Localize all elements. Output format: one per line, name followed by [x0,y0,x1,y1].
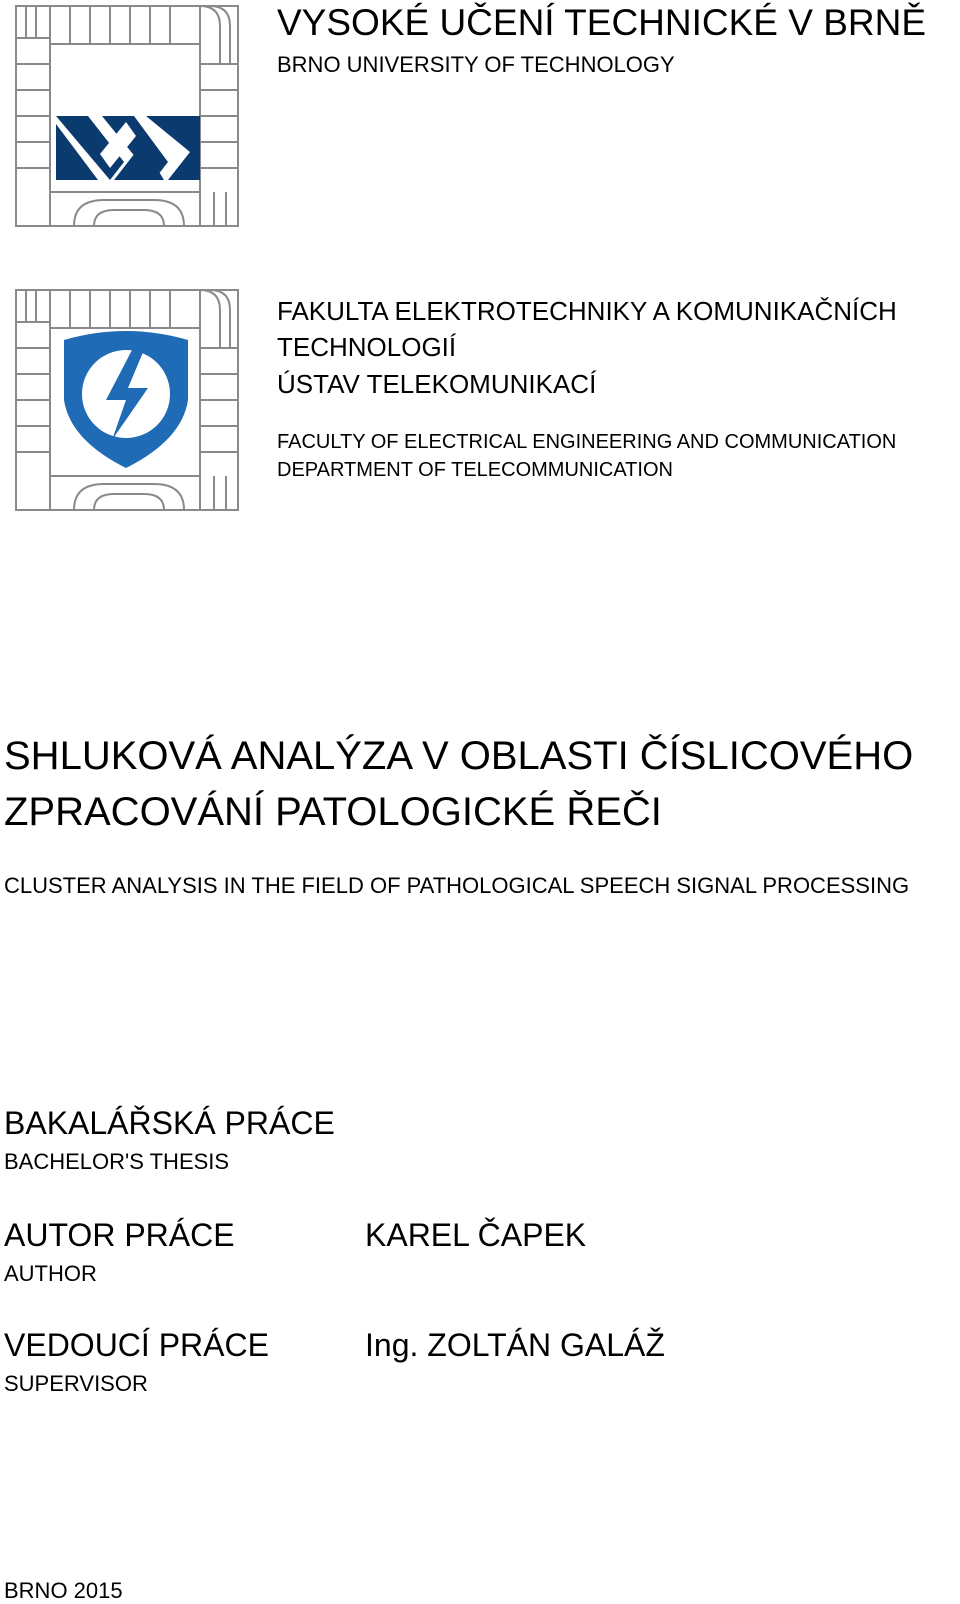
university-name-cz: VYSOKÉ UČENÍ TECHNICKÉ V BRNĚ [277,2,927,43]
supervisor-label-en: SUPERVISOR [4,1371,148,1396]
faculty-name-en: FACULTY OF ELECTRICAL ENGINEERING AND COMMUNICATION [277,431,897,453]
supervisor-label-cz: VEDOUCÍ PRÁCE [4,1327,269,1363]
footer-place-year: BRNO 2015 [4,1578,123,1603]
fekt-lightning-shield-icon [14,288,240,512]
author-label-cz: AUTOR PRÁCE [4,1217,235,1253]
thesis-title-en: CLUSTER ANALYSIS IN THE FIELD OF PATHOLOGICAL SPEECH SIGNAL PROCESSING [4,873,910,898]
faculty-name-cz-line1: FAKULTA ELEKTROTECHNIKY A KOMUNIKAČNÍCH [277,296,897,326]
faculty-name-cz-line2: TECHNOLOGIÍ [277,332,457,362]
author-name: KAREL ČAPEK [365,1217,587,1253]
supervisor-name: Ing. ZOLTÁN GALÁŽ [365,1327,665,1363]
thesis-type-en: BACHELOR'S THESIS [4,1149,230,1174]
university-name-en: BRNO UNIVERSITY OF TECHNOLOGY [277,52,675,77]
thesis-title-cz-line1: SHLUKOVÁ ANALÝZA V OBLASTI ČÍSLICOVÉHO [4,734,914,778]
department-name-cz: ÚSTAV TELEKOMUNIKACÍ [277,369,597,399]
thesis-title-cz-line2: ZPRACOVÁNÍ PATOLOGICKÉ ŘEČI [4,790,662,834]
vut-logo-icon [14,4,240,228]
thesis-type-cz: BAKALÁŘSKÁ PRÁCE [4,1105,335,1141]
author-label-en: AUTHOR [4,1261,97,1286]
department-name-en: DEPARTMENT OF TELECOMMUNICATION [277,459,673,481]
